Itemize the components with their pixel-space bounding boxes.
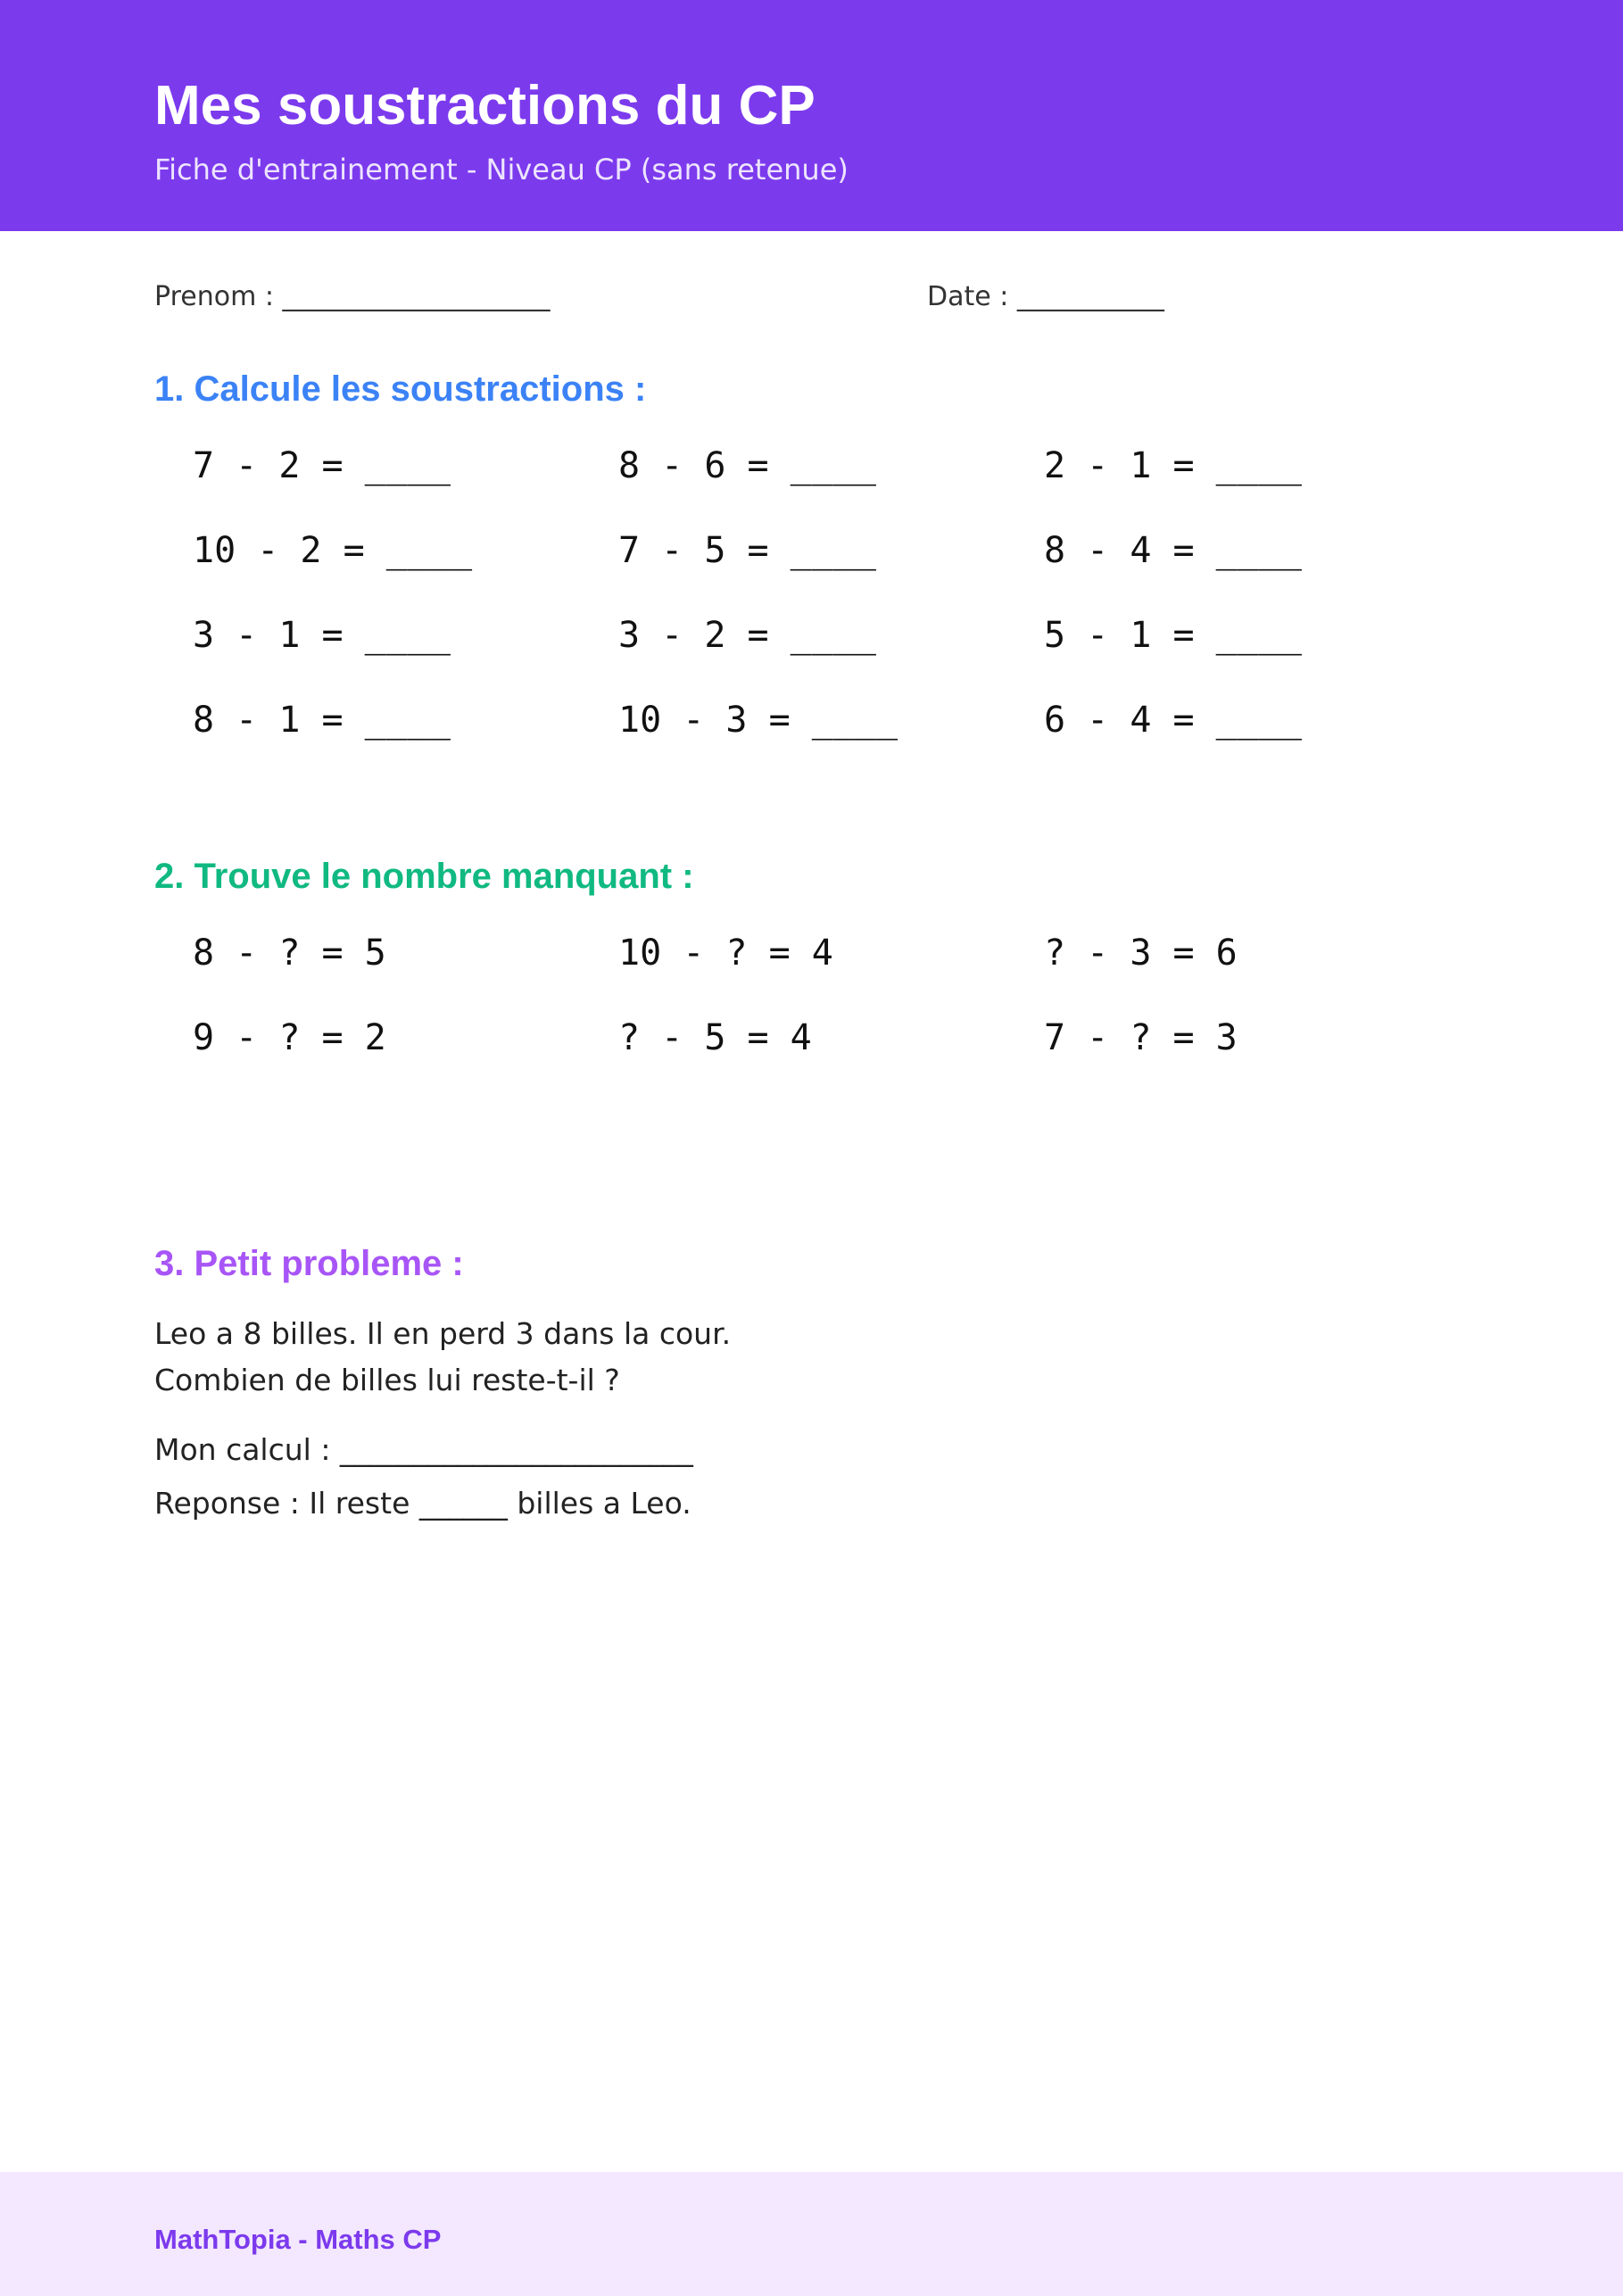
exercise: 3 - 1 = ____ — [193, 615, 451, 656]
section-3-title: 3. Petit probleme : — [154, 1244, 464, 1283]
exercise: 8 - ? = 5 — [193, 932, 386, 974]
footer-text: MathTopia - Maths CP — [154, 2224, 442, 2255]
section-1-title: 1. Calcule les soustractions : — [154, 369, 647, 409]
exercise: 6 - 4 = ____ — [1044, 700, 1302, 741]
exercise: 7 - 5 = ____ — [618, 530, 876, 571]
exercise: 9 - ? = 2 — [193, 1017, 386, 1058]
exercise: 8 - 6 = ____ — [618, 445, 876, 486]
exercise: 7 - ? = 3 — [1044, 1017, 1238, 1058]
calcul-line: Mon calcul : ________________________ — [154, 1432, 693, 1467]
section-2-title: 2. Trouve le nombre manquant : — [154, 857, 694, 896]
date-field: Date : ___________ — [927, 281, 1164, 312]
exercise: 5 - 1 = ____ — [1044, 615, 1302, 656]
exercise: 10 - 3 = ____ — [618, 700, 898, 741]
exercise: 10 - ? = 4 — [618, 932, 833, 974]
exercise: 8 - 1 = ____ — [193, 700, 451, 741]
exercise: 8 - 4 = ____ — [1044, 530, 1302, 571]
exercise: ? - 5 = 4 — [618, 1017, 812, 1058]
problem-question: Combien de billes lui reste-t-il ? — [154, 1363, 620, 1397]
exercise: 2 - 1 = ____ — [1044, 445, 1302, 486]
problem-statement: Leo a 8 billes. Il en perd 3 dans la cour. — [154, 1316, 732, 1351]
exercise: 10 - 2 = ____ — [193, 530, 473, 571]
prenom-field: Prenom : ____________________ — [154, 281, 551, 312]
missing-number-grid — [193, 930, 1460, 1099]
exercise: ? - 3 = 6 — [1044, 932, 1238, 974]
page-title: Mes soustractions du CP — [154, 75, 816, 137]
exercise: 7 - 2 = ____ — [193, 445, 451, 486]
header-banner — [0, 0, 1623, 231]
subtraction-grid — [193, 443, 1460, 782]
reponse-line: Reponse : Il reste ______ billes a Leo. — [154, 1486, 691, 1521]
page-subtitle: Fiche d'entrainement - Niveau CP (sans retenue) — [154, 153, 849, 186]
exercise: 3 - 2 = ____ — [618, 615, 876, 656]
